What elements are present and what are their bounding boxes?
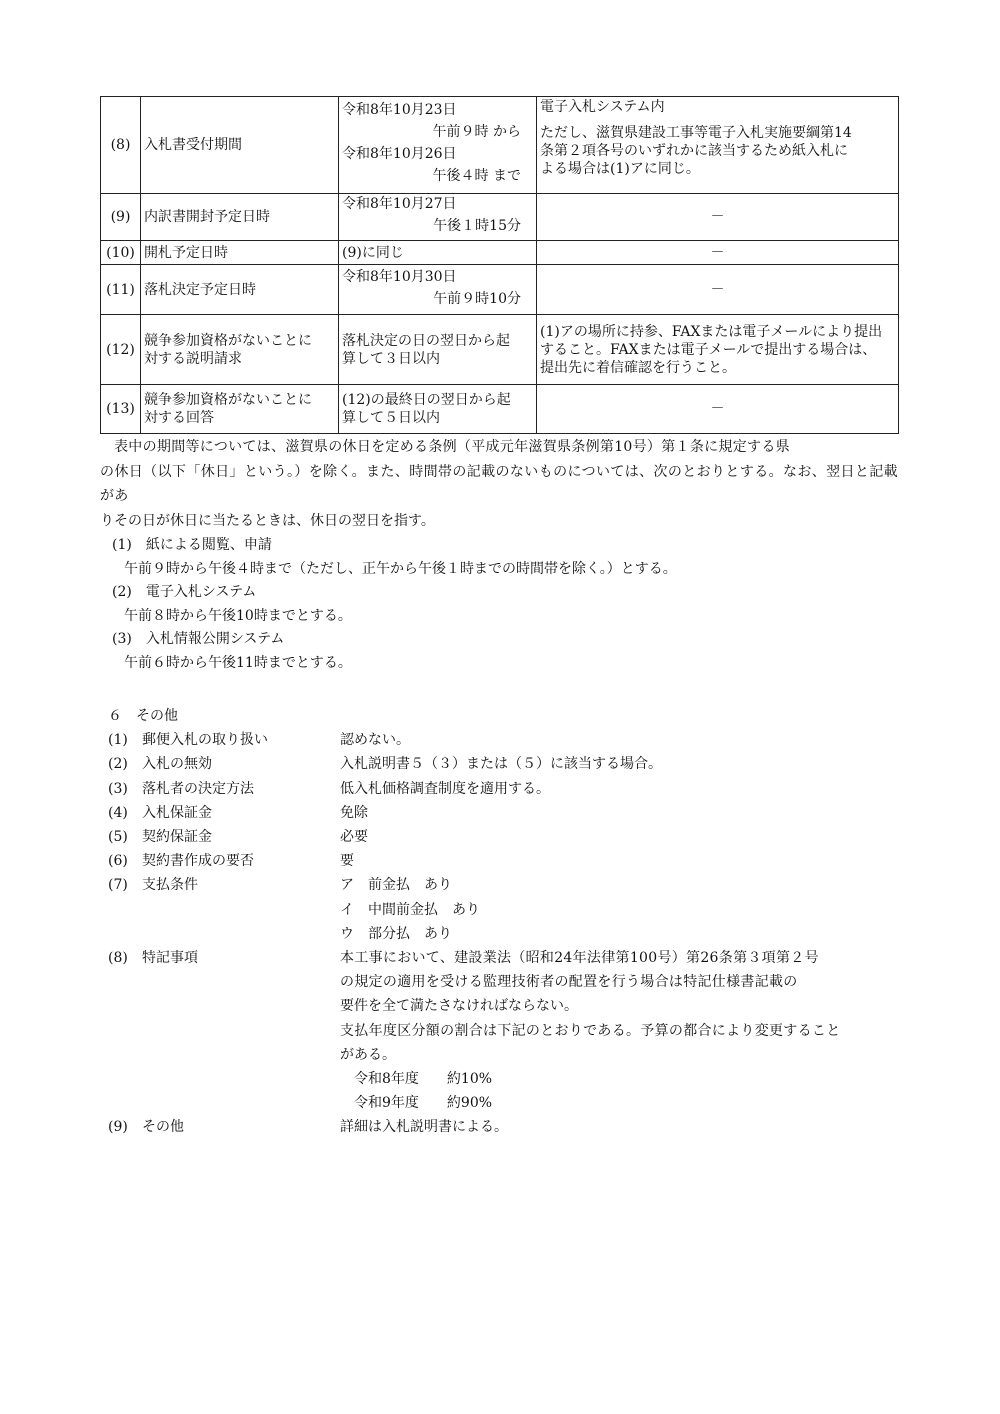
row-period: (9)に同じ [339, 241, 537, 265]
row-note: 電子入札システム内 ただし、滋賀県建設工事等電子入札実施要綱第14 条第２項各号のいずれかに該当するため紙入札に よる場合は(1)アに同じ。 [537, 97, 899, 194]
list-item: (7) 支払条件 ア 前金払 あり イ 中間前金払 あり ウ 部分払 あり [108, 877, 480, 942]
row-number: (11) [101, 265, 141, 315]
row-item: 開札予定日時 [141, 241, 339, 265]
time-band-title: (1) 紙による閲覧、申請 [112, 537, 272, 553]
row-item: 入札書受付期間 [141, 97, 339, 194]
row-number: (12) [101, 315, 141, 385]
table-row [101, 315, 899, 385]
row-note: (1)アの場所に持参、FAXまたは電子メールにより提出 すること。FAXまたは電子メールで提出する場合は、 提出先に着信確認を行うこと。 [537, 315, 899, 385]
time-band-title: (3) 入札情報公開システム [112, 631, 285, 647]
time-band-value: 午前８時から午後10時までとする。 [124, 607, 352, 624]
row-item: 内訳書開封予定日時 [141, 194, 339, 241]
row-note: － [537, 241, 899, 265]
row-number: (8) [101, 97, 141, 194]
list-item: (3) 落札者の決定方法 低入札価格調査制度を適用する。 [108, 780, 550, 797]
table-row [101, 194, 899, 241]
section-heading: ６ その他 [108, 708, 178, 724]
row-item: 落札決定予定日時 [141, 265, 339, 315]
schedule-table [100, 96, 899, 434]
row-note: － [537, 194, 899, 241]
row-period: 令和8年10月30日 午前９時10分 [339, 265, 537, 315]
row-item: 競争参加資格がないことに 対する説明請求 [141, 315, 339, 385]
table-row [101, 241, 899, 265]
table-notes: 表中の期間等については、滋賀県の休日を定める条例（平成元年滋賀県条例第10号）第１条に規定する県 の休日（以下「休日」という。）を除く。また、時間帯の記載のないものについては、次のとおりとする。なお、翌日と記載があ りその日が休日に当たるときは、休日の翌日を指す。 [100, 439, 898, 529]
row-item: 競争参加資格がないことに 対する回答 [141, 385, 339, 434]
time-band-title: (2) 電子入札システム [112, 584, 257, 600]
list-item: (8) 特記事項 本工事において、建設業法（昭和24年法律第100号）第26条第３項第２号 の規定の適用を受ける監理技術者の配置を行う場合は特記仕様書記載の 要件を全て満たさなければならない。 支払年度区分額の割合は下記のとおりである。予算の都合により変更すること がある。 令和8年度 約10% 令和9年度 約90% [108, 950, 841, 1112]
list-item: (6) 契約書作成の要否 要 [108, 853, 354, 870]
time-band-value: 午前９時から午後４時まで（ただし、正午から午後１時までの時間帯を除く。）とする。 [124, 560, 677, 577]
row-period: (12)の最終日の翌日から起 算して５日以内 [339, 385, 537, 434]
table-row [101, 97, 899, 194]
time-band-list [112, 534, 677, 675]
list-item: (5) 契約保証金 必要 [108, 829, 368, 846]
row-number: (10) [101, 241, 141, 265]
other-section [108, 704, 896, 1140]
list-item: (4) 入札保証金 免除 [108, 804, 368, 821]
row-period: 令和8年10月23日 午前９時 から 令和8年10月26日 午後４時 まで [339, 97, 537, 194]
list-item: (1) 郵便入札の取り扱い 認めない。 [108, 732, 410, 749]
list-item: (2) 入札の無効 入札説明書５（３）または（５）に該当する場合。 [108, 756, 662, 773]
row-note: － [537, 385, 899, 434]
row-number: (9) [101, 194, 141, 241]
row-period: 落札決定の日の翌日から起 算して３日以内 [339, 315, 537, 385]
time-band-value: 午前６時から午後11時までとする。 [124, 654, 352, 671]
table-row [101, 385, 899, 434]
row-note: － [537, 265, 899, 315]
row-period: 令和8年10月27日 午後１時15分 [339, 194, 537, 241]
table-row [101, 265, 899, 315]
row-number: (13) [101, 385, 141, 434]
list-item: (9) その他 詳細は入札説明書による。 [108, 1119, 508, 1136]
